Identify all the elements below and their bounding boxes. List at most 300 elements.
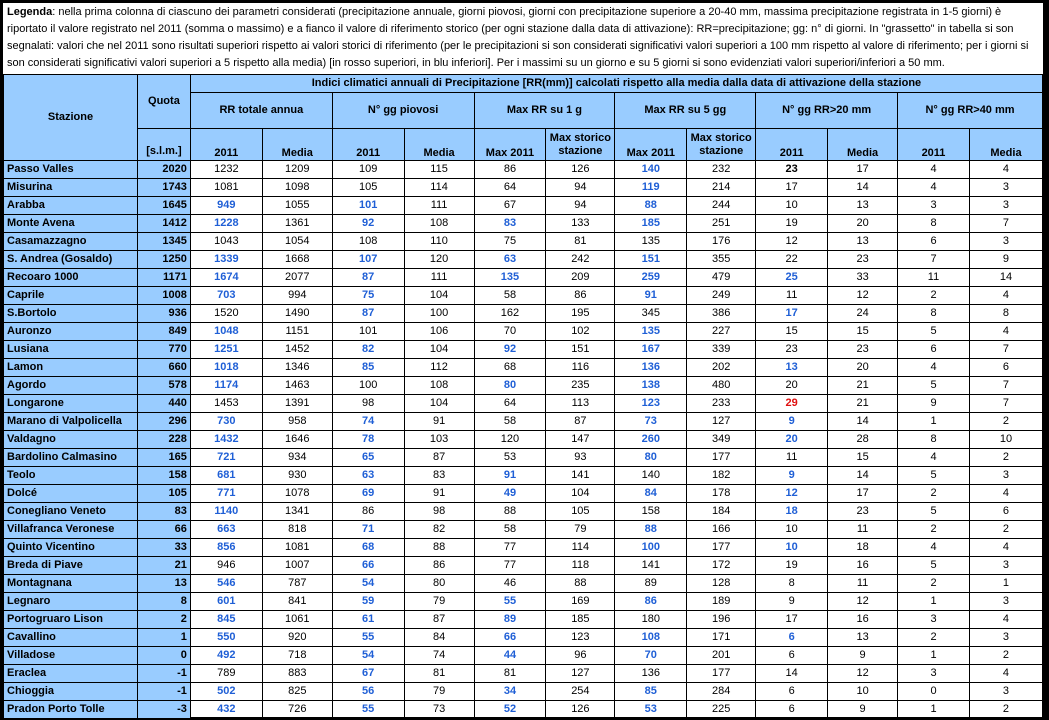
table-cell: 9 — [756, 467, 828, 485]
table-cell: 9 — [756, 593, 828, 611]
table-cell: 2 — [969, 521, 1042, 539]
table-cell: 64 — [474, 179, 546, 197]
table-cell: 136 — [615, 359, 687, 377]
station-name: Legnaro — [4, 593, 138, 611]
table-cell: 185 — [546, 611, 615, 629]
table-cell: 100 — [332, 377, 404, 395]
table-cell: 75 — [474, 233, 546, 251]
table-cell: 171 — [687, 629, 756, 647]
table-cell: 201 — [687, 647, 756, 665]
station-name: Longarone — [4, 395, 138, 413]
table-cell: 355 — [687, 251, 756, 269]
station-quota: 660 — [137, 359, 190, 377]
table-cell: 88 — [615, 197, 687, 215]
table-cell: 1007 — [262, 557, 332, 575]
table-cell: 480 — [687, 377, 756, 395]
table-row — [4, 323, 1043, 341]
table-row — [4, 161, 1043, 179]
table-cell: 20 — [828, 215, 898, 233]
table-cell: 135 — [615, 233, 687, 251]
table-cell: 65 — [332, 449, 404, 467]
table-cell: 6 — [898, 233, 970, 251]
table-cell: 1463 — [262, 377, 332, 395]
table-cell: 178 — [687, 485, 756, 503]
table-cell: 44 — [474, 647, 546, 665]
table-row — [4, 665, 1043, 683]
table-cell: 104 — [404, 287, 474, 305]
table-cell: 86 — [474, 161, 546, 179]
table-cell: 235 — [546, 377, 615, 395]
table-row — [4, 305, 1043, 323]
table-cell: 105 — [332, 179, 404, 197]
table-cell: 386 — [687, 305, 756, 323]
table-row — [4, 179, 1043, 197]
table-cell: 930 — [262, 467, 332, 485]
table-cell: 18 — [756, 503, 828, 521]
table-cell: 17 — [828, 161, 898, 179]
table-cell: 86 — [615, 593, 687, 611]
table-cell: 100 — [615, 539, 687, 557]
table-cell: 432 — [190, 701, 262, 719]
station-quota: 158 — [137, 467, 190, 485]
table-cell: 4 — [969, 161, 1042, 179]
table-cell: 6 — [969, 359, 1042, 377]
table-cell: 10 — [969, 431, 1042, 449]
station-name: Bardolino Calmasino — [4, 449, 138, 467]
header-sub: Media — [262, 129, 332, 161]
table-cell: 28 — [828, 431, 898, 449]
table-cell: 730 — [190, 413, 262, 431]
station-name: Villadose — [4, 647, 138, 665]
header-sub: 2011 — [756, 129, 828, 161]
table-cell: 2 — [898, 629, 970, 647]
table-row — [4, 485, 1043, 503]
table-cell: 138 — [615, 377, 687, 395]
station-quota: 13 — [137, 575, 190, 593]
header-quota-unit: [s.l.m.] — [137, 129, 190, 161]
table-cell: 20 — [828, 359, 898, 377]
table-cell: 10 — [756, 539, 828, 557]
table-row — [4, 251, 1043, 269]
table-cell: 189 — [687, 593, 756, 611]
table-cell: 1048 — [190, 323, 262, 341]
table-cell: 89 — [615, 575, 687, 593]
table-row — [4, 269, 1043, 287]
table-cell: 83 — [474, 215, 546, 233]
table-cell: 63 — [332, 467, 404, 485]
table-cell: 244 — [687, 197, 756, 215]
table-cell: 856 — [190, 539, 262, 557]
table-cell: 9 — [756, 413, 828, 431]
table-cell: 166 — [687, 521, 756, 539]
station-quota: 1645 — [137, 197, 190, 215]
table-cell: 115 — [404, 161, 474, 179]
table-cell: 177 — [687, 539, 756, 557]
table-cell: 177 — [687, 665, 756, 683]
table-cell: 225 — [687, 701, 756, 719]
header-group: Max RR su 5 gg — [615, 93, 756, 129]
table-cell: 1453 — [190, 395, 262, 413]
table-cell: 54 — [332, 575, 404, 593]
table-cell: 85 — [615, 683, 687, 701]
table-cell: 6 — [756, 701, 828, 719]
station-name: Cavallino — [4, 629, 138, 647]
table-cell: 4 — [969, 323, 1042, 341]
table-cell: 3 — [898, 611, 970, 629]
table-cell: 1668 — [262, 251, 332, 269]
table-cell: 4 — [969, 539, 1042, 557]
station-quota: 165 — [137, 449, 190, 467]
table-cell: 4 — [969, 287, 1042, 305]
station-quota: 33 — [137, 539, 190, 557]
table-cell: 4 — [898, 449, 970, 467]
table-cell: 2 — [969, 701, 1042, 719]
table-cell: 10 — [756, 521, 828, 539]
table-cell: 4 — [898, 179, 970, 197]
table-cell: 86 — [404, 557, 474, 575]
table-cell: 167 — [615, 341, 687, 359]
table-cell: 12 — [828, 287, 898, 305]
table-cell: 994 — [262, 287, 332, 305]
table-cell: 663 — [190, 521, 262, 539]
table-cell: 118 — [546, 557, 615, 575]
table-cell: 126 — [546, 161, 615, 179]
table-cell: 818 — [262, 521, 332, 539]
table-cell: 14 — [828, 467, 898, 485]
table-cell: 6 — [756, 629, 828, 647]
table-cell: 5 — [898, 503, 970, 521]
header-group: N° gg RR>40 mm — [898, 93, 1043, 129]
station-quota: 1008 — [137, 287, 190, 305]
climate-table — [3, 74, 1043, 719]
table-cell: 1174 — [190, 377, 262, 395]
table-cell: 14 — [828, 179, 898, 197]
table-row — [4, 215, 1043, 233]
header-main-title: Indici climatici annuali di Precipitazione [RR(mm)] calcolati rispetto alla media dalla data di attivazione della stazione — [190, 75, 1042, 93]
station-quota: 1171 — [137, 269, 190, 287]
table-cell: 19 — [756, 215, 828, 233]
station-quota: 2020 — [137, 161, 190, 179]
table-cell: 102 — [546, 323, 615, 341]
table-cell: 6 — [898, 341, 970, 359]
header-sub: Max 2011 — [615, 129, 687, 161]
table-cell: 101 — [332, 323, 404, 341]
table-cell: 66 — [474, 629, 546, 647]
header-group: RR totale annua — [190, 93, 332, 129]
table-cell: 112 — [404, 359, 474, 377]
table-cell: 88 — [546, 575, 615, 593]
table-cell: 61 — [332, 611, 404, 629]
table-cell: 185 — [615, 215, 687, 233]
header-sub: Media — [828, 129, 898, 161]
table-cell: 81 — [474, 665, 546, 683]
table-cell: 502 — [190, 683, 262, 701]
table-cell: 182 — [687, 467, 756, 485]
table-cell: 81 — [404, 665, 474, 683]
table-cell: 1646 — [262, 431, 332, 449]
table-cell: 1061 — [262, 611, 332, 629]
table-cell: 75 — [332, 287, 404, 305]
table-cell: 214 — [687, 179, 756, 197]
table-cell: 96 — [546, 647, 615, 665]
station-quota: 1 — [137, 629, 190, 647]
header-sub: Media — [404, 129, 474, 161]
table-cell: 8 — [898, 215, 970, 233]
table-cell: 94 — [546, 197, 615, 215]
table-cell: 100 — [404, 305, 474, 323]
table-cell: 1432 — [190, 431, 262, 449]
table-cell: 77 — [474, 539, 546, 557]
table-cell: 12 — [756, 233, 828, 251]
table-row — [4, 575, 1043, 593]
table-cell: 92 — [332, 215, 404, 233]
station-name: Recoaro 1000 — [4, 269, 138, 287]
table-cell: 21 — [828, 395, 898, 413]
station-name: Caprile — [4, 287, 138, 305]
table-cell: 8 — [969, 305, 1042, 323]
table-cell: 14 — [756, 665, 828, 683]
header-sub: 2011 — [190, 129, 262, 161]
table-cell: 58 — [474, 521, 546, 539]
table-cell: 2 — [898, 485, 970, 503]
table-cell: 3 — [969, 467, 1042, 485]
table-cell: 5 — [898, 377, 970, 395]
table-cell: 260 — [615, 431, 687, 449]
table-cell: 20 — [756, 431, 828, 449]
table-cell: 13 — [828, 233, 898, 251]
station-quota: 8 — [137, 593, 190, 611]
table-cell: 14 — [969, 269, 1042, 287]
table-cell: 12 — [828, 593, 898, 611]
table-cell: 883 — [262, 665, 332, 683]
table-cell: 88 — [404, 539, 474, 557]
table-cell: 11 — [898, 269, 970, 287]
table-cell: 67 — [474, 197, 546, 215]
table-cell: 59 — [332, 593, 404, 611]
table-cell: 13 — [828, 629, 898, 647]
table-cell: 1081 — [190, 179, 262, 197]
table-cell: 103 — [404, 431, 474, 449]
table-cell: 259 — [615, 269, 687, 287]
table-cell: 18 — [828, 539, 898, 557]
table-cell: 718 — [262, 647, 332, 665]
table-cell: 87 — [332, 305, 404, 323]
table-row — [4, 701, 1043, 719]
table-cell: 251 — [687, 215, 756, 233]
table-cell: 1452 — [262, 341, 332, 359]
table-cell: 16 — [828, 557, 898, 575]
table-cell: 82 — [332, 341, 404, 359]
table-cell: 21 — [828, 377, 898, 395]
table-cell: 147 — [546, 431, 615, 449]
table-cell: 2 — [969, 647, 1042, 665]
table-cell: 9 — [828, 647, 898, 665]
table-cell: 86 — [546, 287, 615, 305]
station-quota: 1345 — [137, 233, 190, 251]
table-cell: 120 — [404, 251, 474, 269]
table-cell: 123 — [615, 395, 687, 413]
table-cell: 70 — [615, 647, 687, 665]
table-cell: 114 — [546, 539, 615, 557]
station-name: Lusiana — [4, 341, 138, 359]
header-group: N° gg piovosi — [332, 93, 474, 129]
table-cell: 11 — [756, 449, 828, 467]
table-cell: 108 — [332, 233, 404, 251]
table-row — [4, 593, 1043, 611]
table-cell: 140 — [615, 467, 687, 485]
table-cell: 4 — [898, 539, 970, 557]
station-quota: 21 — [137, 557, 190, 575]
table-cell: 209 — [546, 269, 615, 287]
table-cell: 6 — [756, 647, 828, 665]
station-name: S.Bortolo — [4, 305, 138, 323]
table-cell: 176 — [687, 233, 756, 251]
table-cell: 54 — [332, 647, 404, 665]
table-cell: 771 — [190, 485, 262, 503]
table-cell: 169 — [546, 593, 615, 611]
table-cell: 8 — [756, 575, 828, 593]
table-cell: 232 — [687, 161, 756, 179]
table-row — [4, 467, 1043, 485]
table-cell: 7 — [969, 395, 1042, 413]
table-cell: 104 — [546, 485, 615, 503]
table-cell: 34 — [474, 683, 546, 701]
table-cell: 180 — [615, 611, 687, 629]
table-cell: 73 — [404, 701, 474, 719]
table-cell: 110 — [404, 233, 474, 251]
table-cell: 5 — [898, 323, 970, 341]
table-cell: 1391 — [262, 395, 332, 413]
table-cell: 46 — [474, 575, 546, 593]
table-cell: 3 — [969, 197, 1042, 215]
table-cell: 56 — [332, 683, 404, 701]
table-cell: 17 — [756, 305, 828, 323]
table-cell: 104 — [404, 395, 474, 413]
table-cell: 4 — [898, 359, 970, 377]
table-cell: 601 — [190, 593, 262, 611]
table-cell: 0 — [898, 683, 970, 701]
table-cell: 91 — [615, 287, 687, 305]
table-cell: 85 — [332, 359, 404, 377]
table-cell: 1232 — [190, 161, 262, 179]
station-name: Auronzo — [4, 323, 138, 341]
table-cell: 23 — [828, 251, 898, 269]
table-cell: 1018 — [190, 359, 262, 377]
table-cell: 920 — [262, 629, 332, 647]
table-cell: 17 — [756, 179, 828, 197]
table-cell: 22 — [756, 251, 828, 269]
station-name: Casamazzagno — [4, 233, 138, 251]
station-name: Arabba — [4, 197, 138, 215]
table-cell: 80 — [474, 377, 546, 395]
table-cell: 1361 — [262, 215, 332, 233]
legend-label: Legenda — [7, 6, 53, 18]
table-cell: 12 — [756, 485, 828, 503]
table-cell: 88 — [474, 503, 546, 521]
table-cell: 68 — [332, 539, 404, 557]
station-name: Chioggia — [4, 683, 138, 701]
table-row — [4, 557, 1043, 575]
table-cell: 111 — [404, 269, 474, 287]
table-cell: 1520 — [190, 305, 262, 323]
table-cell: 6 — [756, 683, 828, 701]
table-cell: 80 — [404, 575, 474, 593]
station-name: Valdagno — [4, 431, 138, 449]
table-cell: 196 — [687, 611, 756, 629]
table-cell: 128 — [687, 575, 756, 593]
table-cell: 55 — [332, 629, 404, 647]
table-cell: 4 — [969, 485, 1042, 503]
table-cell: 101 — [332, 197, 404, 215]
table-cell: 8 — [898, 431, 970, 449]
table-cell: 1 — [898, 413, 970, 431]
header-group: Max RR su 1 g — [474, 93, 615, 129]
table-cell: 5 — [898, 557, 970, 575]
station-name: Villafranca Veronese — [4, 521, 138, 539]
header-sub: 2011 — [332, 129, 404, 161]
table-cell: 172 — [687, 557, 756, 575]
table-cell: 94 — [546, 179, 615, 197]
table-cell: 958 — [262, 413, 332, 431]
table-cell: 79 — [404, 593, 474, 611]
table-cell: 17 — [828, 485, 898, 503]
table-cell: 4 — [898, 161, 970, 179]
station-quota: 228 — [137, 431, 190, 449]
table-cell: 349 — [687, 431, 756, 449]
report-panel — [3, 3, 1043, 717]
station-name: Portogruaro Lison — [4, 611, 138, 629]
table-cell: 1098 — [262, 179, 332, 197]
table-cell: 11 — [756, 287, 828, 305]
table-cell: 66 — [332, 557, 404, 575]
table-cell: 2 — [898, 287, 970, 305]
table-cell: 2 — [969, 449, 1042, 467]
table-cell: 1 — [969, 575, 1042, 593]
table-cell: 84 — [615, 485, 687, 503]
table-row — [4, 341, 1043, 359]
table-row — [4, 683, 1043, 701]
table-cell: 108 — [404, 377, 474, 395]
table-cell: 13 — [756, 359, 828, 377]
table-cell: 2 — [898, 575, 970, 593]
table-cell: 86 — [332, 503, 404, 521]
table-cell: 721 — [190, 449, 262, 467]
station-name: Eraclea — [4, 665, 138, 683]
table-cell: 15 — [828, 449, 898, 467]
table-cell: 104 — [404, 341, 474, 359]
station-quota: 2 — [137, 611, 190, 629]
table-row — [4, 611, 1043, 629]
table-cell: 109 — [332, 161, 404, 179]
table-cell: 1055 — [262, 197, 332, 215]
table-cell: 141 — [546, 467, 615, 485]
table-cell: 83 — [404, 467, 474, 485]
table-row — [4, 503, 1043, 521]
table-cell: 88 — [615, 521, 687, 539]
station-name: Montagnana — [4, 575, 138, 593]
table-cell: 1043 — [190, 233, 262, 251]
table-cell: 254 — [546, 683, 615, 701]
table-row — [4, 449, 1043, 467]
table-cell: 140 — [615, 161, 687, 179]
table-cell: 25 — [756, 269, 828, 287]
table-row — [4, 233, 1043, 251]
table-cell: 23 — [756, 161, 828, 179]
table-cell: 546 — [190, 575, 262, 593]
table-cell: 1674 — [190, 269, 262, 287]
table-cell: 5 — [898, 467, 970, 485]
table-cell: 74 — [332, 413, 404, 431]
